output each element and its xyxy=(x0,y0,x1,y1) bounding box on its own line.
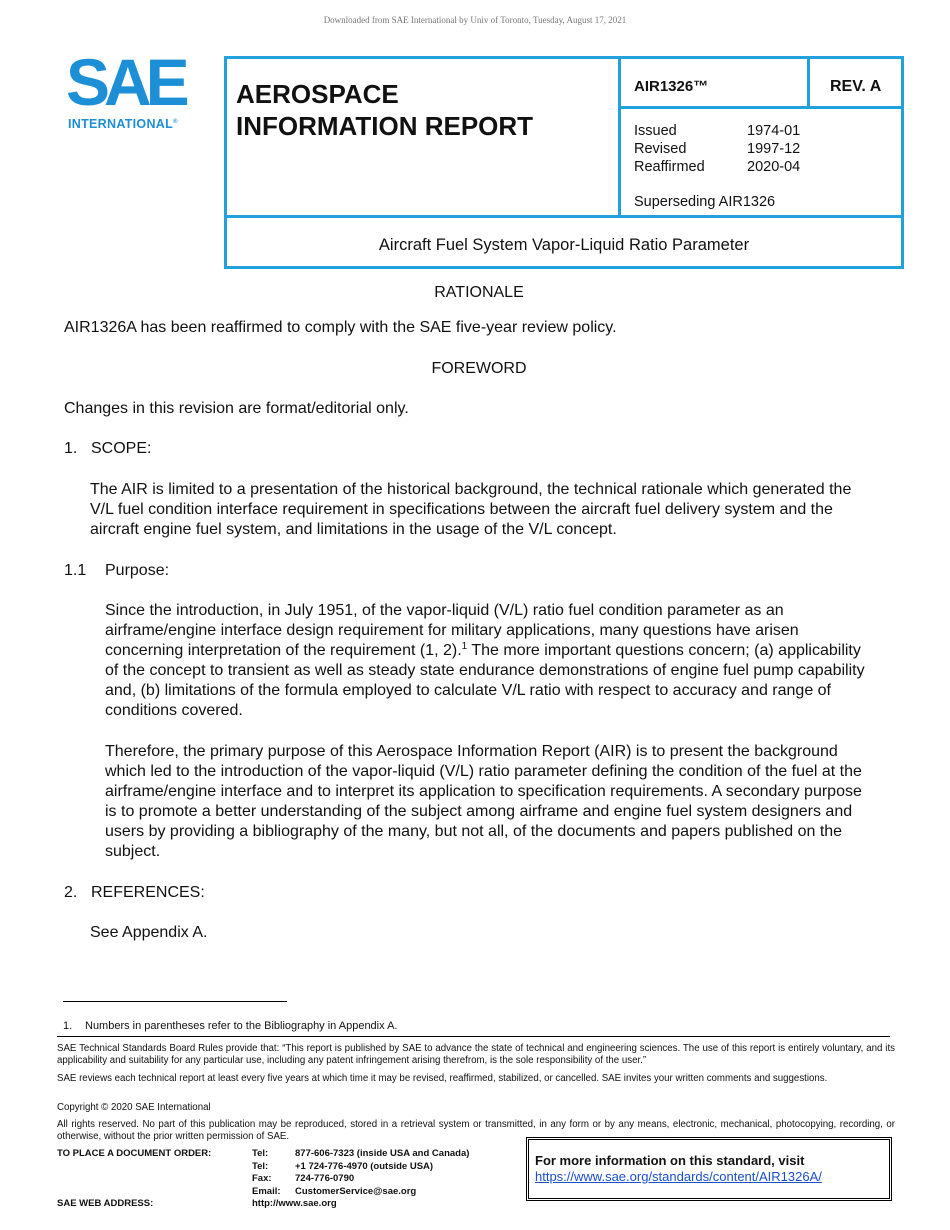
date-row-revised: Revised 1997-12 xyxy=(634,141,801,157)
document-number: AIR1326™ xyxy=(634,78,709,95)
review-policy-text: SAE reviews each technical report at least every five years at which time it may be revised, reaffirmed, stabilized, or cancelled. SAE invites your written comments and suggestions. xyxy=(57,1073,828,1084)
foreword-text: Changes in this revision are format/editorial only. xyxy=(64,400,409,417)
contact-fax: Fax: 724-776-0790 xyxy=(252,1173,355,1184)
purpose-paragraph-1: Since the introduction, in July 1951, of the vapor-liquid (V/L) ratio fuel condition parameter as an airframe/engine interface design requirement for military applications, many questions have arisen concerning interpretation of the requirement (1, 2).$^1$ The more important questions concern; (a) applicability of the concept to transient as well as steady state endurance demonstrations of engine fuel pump capability and, (b) limitations of the formula employed to calculate V/L ratio with respect to accuracy and range of conditions covered. xyxy=(105,602,865,719)
board-rules-text: SAE Technical Standards Board Rules provide that: “This report is published by SAE to advance the state of technical and engineering sciences. The use of this report is entirely voluntary, and its applicability and suitability for any particular use, including any patent infringement arising therefrom, is the sole responsibility of the user.” xyxy=(57,1043,895,1066)
header-divider-vertical xyxy=(618,56,621,218)
sae-logo xyxy=(66,45,194,135)
logo-subtitle: INTERNATIONAL® xyxy=(68,117,178,131)
download-notice: Downloaded from SAE International by Univ of Toronto, Tuesday, August 17, 2021 xyxy=(323,15,627,25)
rationale-heading: RATIONALE xyxy=(434,284,524,301)
order-label: TO PLACE A DOCUMENT ORDER: xyxy=(57,1148,212,1159)
revision-label: REV. A xyxy=(830,78,882,95)
purpose-paragraph-2: Therefore, the primary purpose of this Aerospace Information Report (AIR) is to present the background which led to the introduction of the vapor-liquid (V/L) ratio parameter defining the condition of the fuel at the airframe/engine interface and to interpret its application to specification requirements. A secondary purpose is to promote a better understanding of the subject among airframe and engine fuel system designers and users by providing a bibliography of the many, but not all, of the documents and papers published on the subject. xyxy=(105,743,862,860)
rationale-text: AIR1326A has been reaffirmed to comply with the SAE five-year review policy. xyxy=(64,319,617,336)
date-row-reaffirmed: Reaffirmed 2020-04 xyxy=(634,159,801,175)
date-list xyxy=(634,122,800,176)
footnote-rule xyxy=(63,1001,287,1002)
section-scope-heading: 1. SCOPE: xyxy=(64,440,152,457)
document-type: AEROSPACE INFORMATION REPORT xyxy=(236,79,534,141)
rights-text: All rights reserved. No part of this publication may be reproduced, stored in a retrieval system or transmitted, in any form or by any means, electronic, mechanical, photocopying, recording, or otherwise, without the prior written permission of SAE. xyxy=(57,1119,895,1142)
footnote-ref: 1 xyxy=(461,641,468,652)
references-text: See Appendix A. xyxy=(90,924,208,941)
header-divider-title xyxy=(224,215,904,218)
header-divider-rev xyxy=(807,56,810,108)
section-references-heading: 2. REFERENCES: xyxy=(64,884,205,901)
section-purpose-heading: 1.1 Purpose: xyxy=(64,562,170,579)
standard-link[interactable]: https://www.sae.org/standards/content/AIR1326A/ xyxy=(535,1169,822,1184)
footnote: 1. Numbers in parentheses refer to the Bibliography in Appendix A. xyxy=(63,1020,398,1032)
copyright-text: Copyright © 2020 SAE International xyxy=(57,1102,211,1113)
web-address-link[interactable]: http://www.sae.org xyxy=(252,1198,337,1209)
superseding-note: Superseding AIR1326 xyxy=(634,194,776,210)
document-title: Aircraft Fuel System Vapor-Liquid Ratio Parameter xyxy=(378,236,750,254)
section-scope-text: The AIR is limited to a presentation of the historical background, the technical rationale which generated the V/L fuel condition interface requirement in specifications between the aircraft fuel delivery system and the aircraft engine fuel system, and limitations in the usage of the V/L concept. xyxy=(90,481,852,538)
contact-tel-usa: Tel: 877-606-7323 (inside USA and Canada) xyxy=(252,1148,470,1159)
more-info-text: For more information on this standard, visit xyxy=(535,1153,805,1168)
sae-wordmark: SAE xyxy=(66,45,184,119)
web-address-label: SAE WEB ADDRESS: xyxy=(57,1198,154,1209)
foreword-heading: FOREWORD xyxy=(431,360,527,377)
contact-tel-intl: Tel: +1 724-776-4970 (outside USA) xyxy=(252,1160,434,1172)
header-divider-number xyxy=(618,106,904,109)
contact-email: Email: CustomerService@sae.org xyxy=(252,1185,417,1197)
date-row-issued: Issued 1974-01 xyxy=(634,123,801,139)
order-contacts xyxy=(252,1148,469,1198)
legal-rule xyxy=(57,1036,890,1037)
